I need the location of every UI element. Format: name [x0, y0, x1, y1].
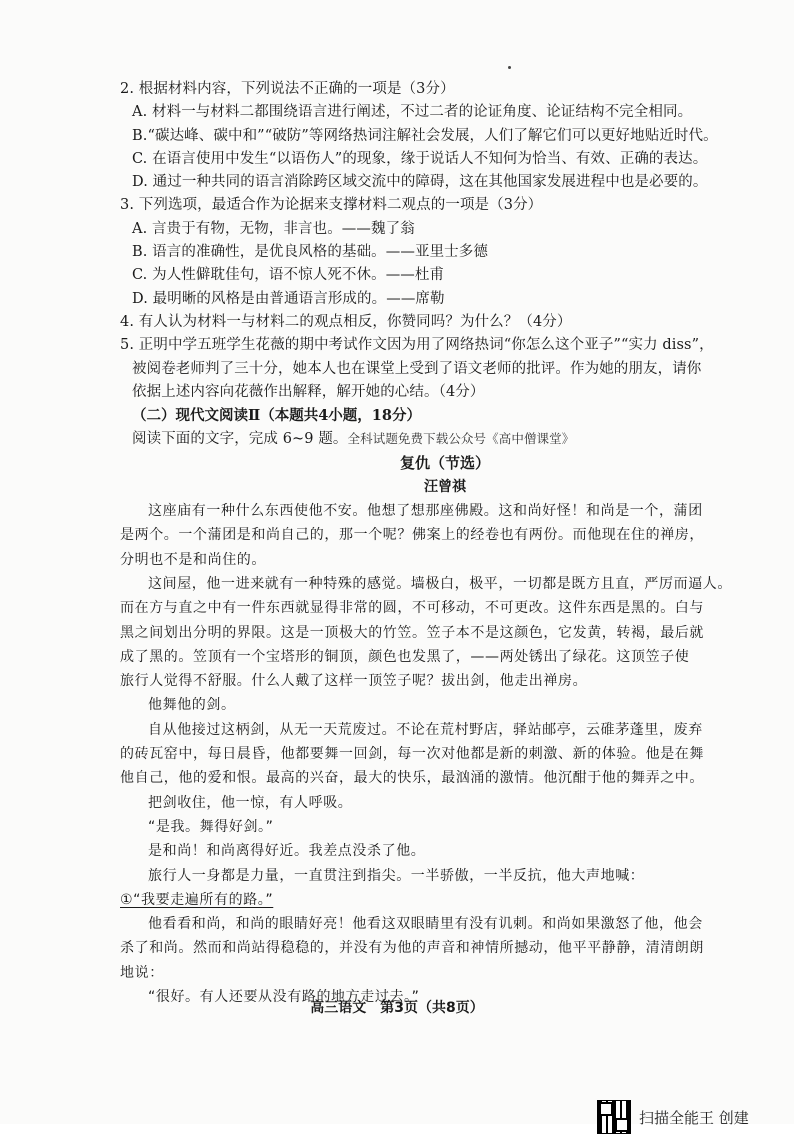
inline-watermark: 全科试题免费下载公众号《高中僧课堂》	[347, 431, 575, 447]
question-3	[120, 194, 770, 310]
question-4: 4. 有人认为材料一与材料二的观点相反，你赞同吗？为什么？（4分）	[120, 313, 572, 330]
story-line: 成了黑的。笠顶有一个宝塔形的铜顶，颜色也发黑了，——两处锈出了绿花。这顶笠子使	[120, 648, 690, 665]
question-2	[120, 78, 770, 194]
story-line: 是两个。一个蒲团是和尚自己的，那一个呢？佛案上的经卷也有两份。而他现在住的禅房，	[120, 527, 704, 544]
story-line: 这座庙有一种什么东西使他不安。他想了想那座佛殿。这和尚好怪！和尚是一个，蒲团	[148, 503, 703, 520]
question-5-line-2: 被阅卷老师判了三十分，她本人也在课堂上受到了语文老师的批评。作为她的朋友，请你	[132, 360, 702, 377]
story-line	[120, 888, 770, 912]
option-b: B. 语言的准确性，是优良风格的基础。——亚里士多德	[132, 244, 488, 261]
option-a: A. 言贵于有物，无物，非言也。——魏了翁	[132, 220, 415, 237]
section-heading: （二）现代文阅读Ⅱ（本题共4小题，18分）	[132, 407, 421, 425]
story-line: 地说：	[120, 964, 164, 981]
story-line: 这间屋，他一进来就有一种特殊的感觉。墙极白，极平，一切都是既方且直，严厉而逼人。	[148, 575, 732, 592]
question-title: 3. 下列选项，最适合作为论据来支撑材料二观点的一项是（3分）	[120, 197, 543, 214]
question-title: 2. 根据材料内容，下列说法不正确的一项是（3分）	[120, 81, 455, 97]
question-5-line-1: 5. 正明中学五班学生花薇的期中考试作文因为用了网络热词“你怎么这个亚子”“实力 diss”，	[120, 337, 714, 354]
story-line: 是和尚！和尚离得好近。我差点没杀了他。	[148, 843, 426, 860]
qr-code-icon	[597, 1100, 631, 1134]
question-5-line-3: 依据上述内容向花薇作出解释，解开她的心结。（4分）	[132, 383, 485, 400]
scanner-watermark	[597, 1100, 749, 1134]
underlined-sentence: ①“我要走遍所有的路。”	[120, 891, 274, 908]
option-c: C. 为人性僻耽佳句，语不惊人死不休。——杜甫	[132, 267, 445, 284]
story-line: 把剑收住，他一惊，有人呼吸。	[148, 794, 353, 811]
scan-speck	[508, 66, 511, 69]
story-line: 而在方与直之中有一件东西就显得非常的圆，不可移动，不可更改。这件东西是黑的。白与	[120, 600, 704, 617]
story-line: 黑之间划出分明的界限。这是一顶极大的竹笠。笠子本不是这颜色，它发黄，转褐，最后就	[120, 624, 704, 641]
page-content	[120, 78, 770, 1009]
scanner-label: 扫描全能王 创建	[639, 1108, 749, 1127]
story-author: 汪曾祺	[424, 479, 466, 496]
option-d: D. 通过一种共同的语言消除跨区域交流中的障碍，这在其他国家发展进程中也是必要的。	[132, 174, 708, 191]
option-b: B.“碳达峰、碳中和”“破防”等网络热词注解社会发展，人们了解它们可以更好地贴近时代。	[132, 127, 718, 144]
story-line: 旅行人觉得不舒服。什么人戴了这样一顶笠子呢？拔出剑，他走出禅房。	[120, 673, 588, 690]
story-line: “很好。有人还要从没有路的地方走过去。”	[148, 988, 420, 1005]
section-instruction-line	[120, 427, 770, 451]
option-a: A. 材料一与材料二都围绕语言进行阐述，不过二者的论证角度、论证结构不完全相同。	[132, 104, 693, 121]
story-line: 他看看和尚，和尚的眼睛好亮！他看这双眼睛里有没有讥刺。和尚如果激怒了他，他会	[148, 916, 703, 933]
story-line: 分明也不是和尚住的。	[120, 551, 266, 568]
page-footer: 高三语文 第3页（共8页）	[310, 1000, 484, 1016]
story-line: 旅行人一身都是力量，一直贯注到指尖。一半骄傲，一半反抗，他大声地喊：	[148, 867, 645, 884]
option-d: D. 最明晰的风格是由普通语言形成的。——席勒	[132, 290, 445, 307]
story-line: 他舞他的剑。	[148, 697, 236, 714]
story-body	[120, 499, 770, 1009]
question-5	[120, 334, 770, 404]
story-line: “是我。舞得好剑。”	[148, 818, 274, 835]
story-line: 的砖瓦窑中，每日晨昏，他都要舞一回剑，每一次对他都是新的刺激、新的体验。他是在舞	[120, 746, 704, 763]
story-title: 复仇（节选）	[399, 453, 490, 472]
story-line: 自从他接过这柄剑，从无一天荒废过。不论在荒村野店，驿站邮亭，云碓茅蓬里，废弃	[148, 721, 703, 738]
story-line: 杀了和尚。然而和尚站得稳稳的，并没有为他的声音和神情所撼动，他平平静静，清清朗朗	[120, 940, 704, 957]
option-c: C. 在语言使用中发生“以语伤人”的现象，缘于说话人不知何为恰当、有效、正确的表达。	[132, 150, 708, 167]
story-line: 他自己，他的爱和恨。最高的兴奋，最大的快乐，最汹涌的激情。他沉酣于他的舞弄之中。	[120, 770, 704, 787]
section-instruction: 阅读下面的文字，完成 6~9 题。	[132, 431, 348, 448]
